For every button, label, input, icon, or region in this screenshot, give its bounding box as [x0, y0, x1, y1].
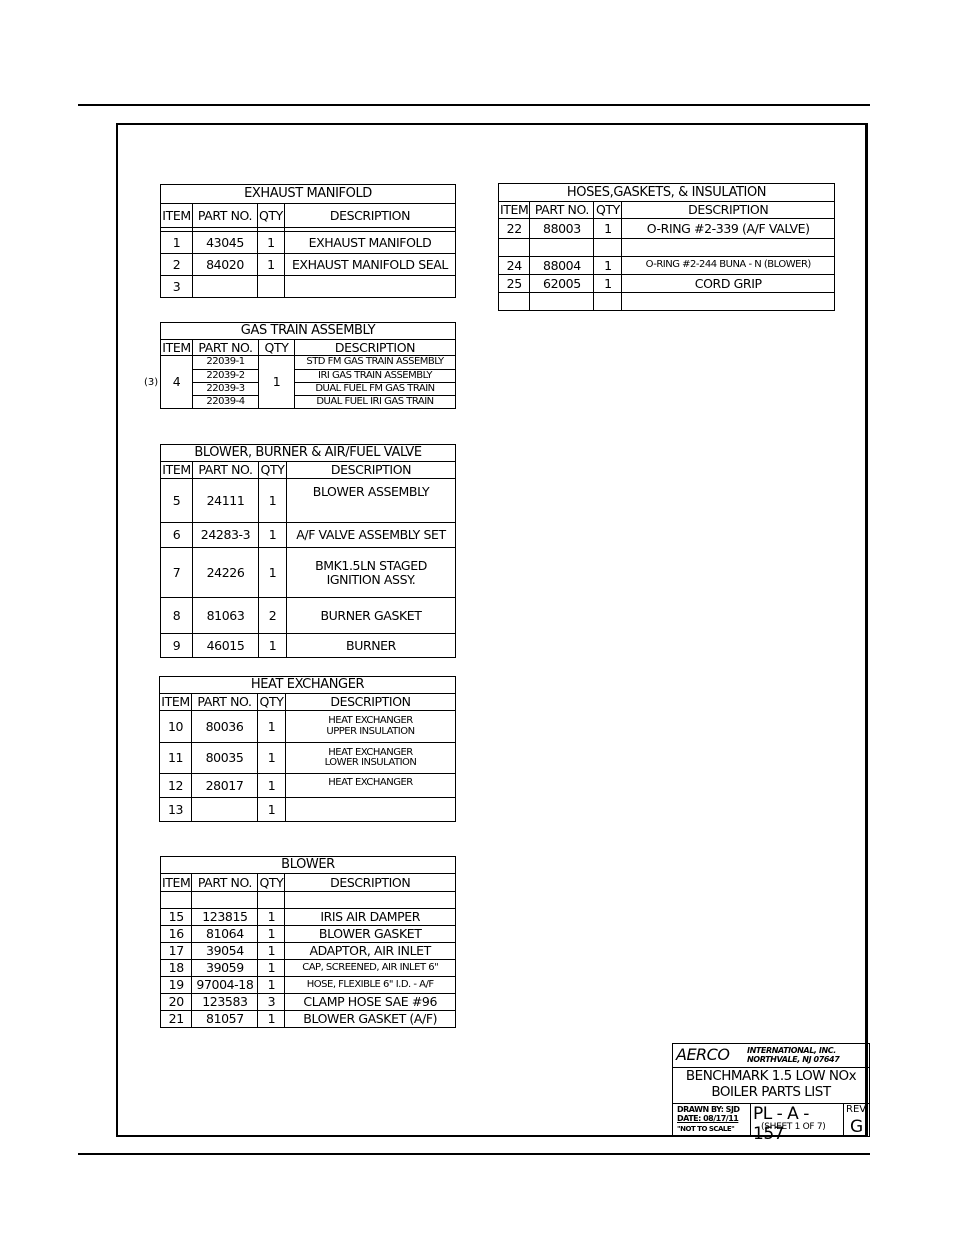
table-row — [161, 909, 456, 926]
description-cell: EXHAUST MANIFOLD SEAL — [284, 254, 455, 276]
col-header-description: DESCRIPTION — [287, 462, 456, 479]
table-row — [161, 892, 456, 909]
company-address — [747, 1046, 839, 1064]
drawing-number-cell — [751, 1103, 844, 1144]
col-header-item: ITEM — [162, 462, 191, 478]
part-no-cell: 22039-1 — [193, 356, 259, 370]
description-line-1: HEAT EXCHANGER — [328, 746, 413, 758]
qty-cell: 1 — [594, 275, 622, 293]
description-cell: IRIS AIR DAMPER — [285, 909, 456, 926]
part-no-cell: 22039-4 — [193, 396, 259, 409]
qty-cell: 1 — [259, 548, 287, 598]
qty-cell: 1 — [258, 1011, 285, 1028]
description-cell: ADAPTOR, AIR INLET — [285, 943, 456, 960]
blower-burner-table — [160, 444, 456, 658]
item-cell: 9 — [161, 634, 193, 658]
description-line-1: HEAT EXCHANGER — [328, 715, 413, 726]
description-line-2: UPPER INSULATION — [326, 725, 415, 737]
qty-cell: 1 — [258, 232, 285, 254]
table-row — [161, 479, 456, 523]
qty-cell: 1 — [258, 926, 285, 943]
drawing-date: DATE: 08/17/11 — [677, 1114, 739, 1123]
description-cell: HOSE, FLEXIBLE 6" I.D. - A/F — [285, 977, 456, 994]
part-no-cell: 80036 — [192, 711, 258, 743]
qty-cell: 1 — [259, 523, 287, 548]
table-row — [160, 798, 456, 822]
item-cell: 24 — [499, 257, 530, 275]
qty-cell: 3 — [258, 994, 285, 1011]
table-title: GAS TRAIN ASSEMBLY — [161, 323, 456, 340]
sheet-number: (SHEET 1 OF 7) — [761, 1122, 826, 1132]
table-row — [499, 219, 835, 239]
qty-cell: 1 — [259, 479, 287, 523]
description-cell: BLOWER ASSEMBLY — [287, 479, 456, 523]
revision-cell — [844, 1103, 869, 1137]
table-title: HEAT EXCHANGER — [160, 677, 456, 694]
item-cell: 22 — [499, 219, 530, 239]
part-no-cell: 28017 — [192, 774, 258, 798]
item-cell: 16 — [161, 926, 192, 943]
table-row — [161, 977, 456, 994]
col-header-description: DESCRIPTION — [286, 694, 456, 711]
description-cell: STD FM GAS TRAIN ASSEMBLY — [295, 356, 456, 370]
table-row — [499, 257, 835, 275]
blower-table — [160, 856, 456, 1028]
description-cell: EXHAUST MANIFOLD — [284, 232, 455, 254]
col-header-description: DESCRIPTION — [622, 202, 835, 219]
table-row — [160, 711, 456, 743]
description-cell — [284, 276, 455, 298]
drawn-by: DRAWN BY: SJD — [677, 1105, 740, 1114]
table-row — [160, 743, 456, 774]
description-line-2: IGNITION ASSY. — [326, 571, 416, 587]
qty-cell — [594, 293, 622, 311]
company-name: INTERNATIONAL, INC. — [747, 1046, 836, 1055]
qty-cell: 1 — [594, 219, 622, 239]
description-cell: DUAL FUEL FM GAS TRAIN — [295, 383, 456, 396]
part-no-cell: 62005 — [530, 275, 594, 293]
col-header-qty: QTY — [259, 340, 295, 356]
item-cell: 20 — [161, 994, 192, 1011]
qty-cell: 1 — [258, 977, 285, 994]
drawing-number: PL - A - 157 — [753, 1104, 809, 1144]
qty-cell: 1 — [259, 634, 287, 658]
qty-cell: 1 — [258, 909, 285, 926]
table-row — [499, 293, 835, 311]
description-cell: CAP, SCREENED, AIR INLET 6" — [285, 960, 456, 977]
item-cell: 13 — [160, 798, 192, 822]
part-no-cell: 88003 — [530, 219, 594, 239]
bottom-rule — [78, 1153, 870, 1155]
drawing-title-line-2: BOILER PARTS LIST — [711, 1084, 831, 1100]
col-header-part-no: PART NO. — [193, 204, 258, 228]
qty-cell: 1 — [258, 774, 286, 798]
col-header-description: DESCRIPTION — [285, 874, 456, 892]
item-cell: 8 — [161, 598, 193, 634]
part-no-cell — [530, 293, 594, 311]
qty-cell — [594, 239, 622, 257]
description-cell: BLOWER GASKET — [285, 926, 456, 943]
table-row — [161, 356, 456, 370]
col-header-part-no: PART NO. — [192, 694, 258, 711]
qty-cell: 1 — [258, 943, 285, 960]
item-cell: 21 — [161, 1011, 192, 1028]
col-header-item: ITEM — [162, 339, 191, 355]
description-cell — [622, 293, 835, 311]
table-row — [161, 926, 456, 943]
col-header-item: ITEM — [161, 204, 193, 228]
description-line-2: LOWER INSULATION — [324, 757, 417, 768]
item-cell: 17 — [161, 943, 192, 960]
table-row — [161, 276, 456, 298]
description-cell — [622, 239, 835, 257]
item-cell — [499, 293, 530, 311]
col-header-item: ITEM — [162, 874, 191, 890]
scale-note: "NOT TO SCALE" — [677, 1125, 735, 1133]
item-cell: 7 — [161, 548, 193, 598]
table-row — [161, 383, 456, 396]
top-rule — [78, 104, 870, 106]
table-row — [161, 634, 456, 658]
table-row — [161, 960, 456, 977]
item-cell: 15 — [161, 909, 192, 926]
company-location: NORTHVALE, NJ 07647 — [747, 1055, 840, 1064]
part-no-cell: 39054 — [192, 943, 258, 960]
title-block-header — [673, 1044, 869, 1068]
table-row — [499, 239, 835, 257]
part-no-cell — [193, 276, 258, 298]
description-cell: DUAL FUEL IRI GAS TRAIN — [295, 396, 456, 409]
part-no-cell: 24111 — [193, 479, 259, 523]
part-no-cell: 24283-3 — [193, 523, 259, 548]
part-no-cell: 39059 — [192, 960, 258, 977]
table-title: BLOWER — [161, 857, 456, 874]
description-cell: CORD GRIP — [622, 275, 835, 293]
description-cell — [287, 548, 456, 598]
part-no-cell — [530, 239, 594, 257]
description-cell: O-RING #2-339 (A/F VALVE) — [622, 219, 835, 239]
description-cell: BURNER GASKET — [287, 598, 456, 634]
col-header-part-no: PART NO. — [192, 874, 258, 892]
col-header-qty: QTY — [258, 204, 285, 228]
table-row — [161, 1011, 456, 1028]
qty-cell: 1 — [258, 798, 286, 822]
revision-label: REV — [846, 1104, 867, 1115]
hoses-gaskets-insulation-table — [498, 183, 835, 311]
description-cell: A/F VALVE ASSEMBLY SET — [287, 523, 456, 548]
col-header-description: DESCRIPTION — [284, 204, 455, 228]
item-cell: 6 — [161, 523, 193, 548]
table-row — [161, 943, 456, 960]
col-header-qty: QTY — [594, 202, 622, 219]
part-no-cell — [192, 798, 258, 822]
col-header-item: ITEM — [500, 202, 529, 218]
exhaust-manifold-table — [160, 184, 456, 298]
item-cell — [499, 239, 530, 257]
qty-cell: 1 — [259, 356, 295, 409]
table-row — [161, 254, 456, 276]
qty-cell: 1 — [258, 743, 286, 774]
qty-cell: 1 — [258, 254, 285, 276]
description-cell — [286, 711, 456, 743]
part-no-cell: 84020 — [193, 254, 258, 276]
part-no-cell: 88004 — [530, 257, 594, 275]
table-row — [161, 994, 456, 1011]
item-cell: 25 — [499, 275, 530, 293]
drawn-by-cell — [673, 1103, 751, 1137]
table-title: EXHAUST MANIFOLD — [161, 185, 456, 204]
revision-value: G — [850, 1117, 864, 1137]
qty-cell: 1 — [258, 711, 286, 743]
part-no-cell: 81064 — [192, 926, 258, 943]
item-cell: 5 — [161, 479, 193, 523]
part-no-cell: 22039-2 — [193, 370, 259, 383]
item-cell: 18 — [161, 960, 192, 977]
item-cell: 1 — [161, 232, 193, 254]
table-title: HOSES,GASKETS, & INSULATION — [499, 184, 835, 202]
col-header-part-no: PART NO. — [530, 202, 594, 219]
table-row — [160, 774, 456, 798]
part-no-cell: 80035 — [192, 743, 258, 774]
description-cell — [285, 892, 456, 909]
description-cell: HEAT EXCHANGER — [286, 774, 456, 798]
col-header-qty: QTY — [259, 462, 287, 479]
col-header-qty: QTY — [259, 874, 284, 890]
part-no-cell: 97004-18 — [192, 977, 258, 994]
item-cell: 2 — [161, 254, 193, 276]
gas-train-note: (3) — [144, 377, 159, 388]
item-cell: 3 — [161, 276, 193, 298]
description-cell — [286, 743, 456, 774]
col-header-description: DESCRIPTION — [295, 340, 456, 356]
col-header-item: ITEM — [161, 694, 190, 710]
table-row — [161, 396, 456, 409]
item-cell: 11 — [160, 743, 192, 774]
table-row — [161, 548, 456, 598]
part-no-cell: 81063 — [193, 598, 259, 634]
col-header-part-no: PART NO. — [193, 340, 259, 356]
table-row — [161, 232, 456, 254]
part-no-cell: 81057 — [192, 1011, 258, 1028]
table-row — [161, 370, 456, 383]
qty-cell: 1 — [594, 257, 622, 275]
item-cell: 10 — [160, 711, 192, 743]
company-logo: AERCO — [676, 1045, 730, 1064]
qty-cell: 2 — [259, 598, 287, 634]
qty-cell: 1 — [258, 960, 285, 977]
col-header-qty: QTY — [258, 694, 286, 711]
item-cell: 4 — [161, 356, 193, 409]
description-cell: CLAMP HOSE SAE #96 — [285, 994, 456, 1011]
table-row — [161, 523, 456, 548]
description-line-1: BMK1.5LN STAGED — [315, 558, 427, 574]
heat-exchanger-table — [159, 676, 456, 822]
drawing-title — [673, 1067, 869, 1104]
description-cell: BURNER — [287, 634, 456, 658]
part-no-cell: 123583 — [192, 994, 258, 1011]
col-header-part-no: PART NO. — [193, 462, 259, 479]
item-cell: 19 — [161, 977, 192, 994]
title-block — [672, 1043, 870, 1144]
part-no-cell: 123815 — [192, 909, 258, 926]
description-cell: O-RING #2-244 BUNA - N (BLOWER) — [622, 257, 835, 275]
table-title: BLOWER, BURNER & AIR/FUEL VALVE — [161, 445, 456, 462]
item-cell — [161, 892, 192, 909]
qty-cell — [258, 276, 285, 298]
table-row — [499, 275, 835, 293]
description-cell: IRI GAS TRAIN ASSEMBLY — [295, 370, 456, 383]
part-no-cell: 22039-3 — [193, 383, 259, 396]
gas-train-table — [160, 322, 456, 409]
part-no-cell: 46015 — [193, 634, 259, 658]
table-row — [161, 598, 456, 634]
qty-cell — [258, 892, 285, 909]
part-no-cell: 24226 — [193, 548, 259, 598]
part-no-cell — [192, 892, 258, 909]
part-no-cell: 43045 — [193, 232, 258, 254]
description-cell: BLOWER GASKET (A/F) — [285, 1011, 456, 1028]
description-cell — [286, 798, 456, 822]
item-cell: 12 — [160, 774, 192, 798]
drawing-title-line-1: BENCHMARK 1.5 LOW NOx — [685, 1068, 857, 1084]
